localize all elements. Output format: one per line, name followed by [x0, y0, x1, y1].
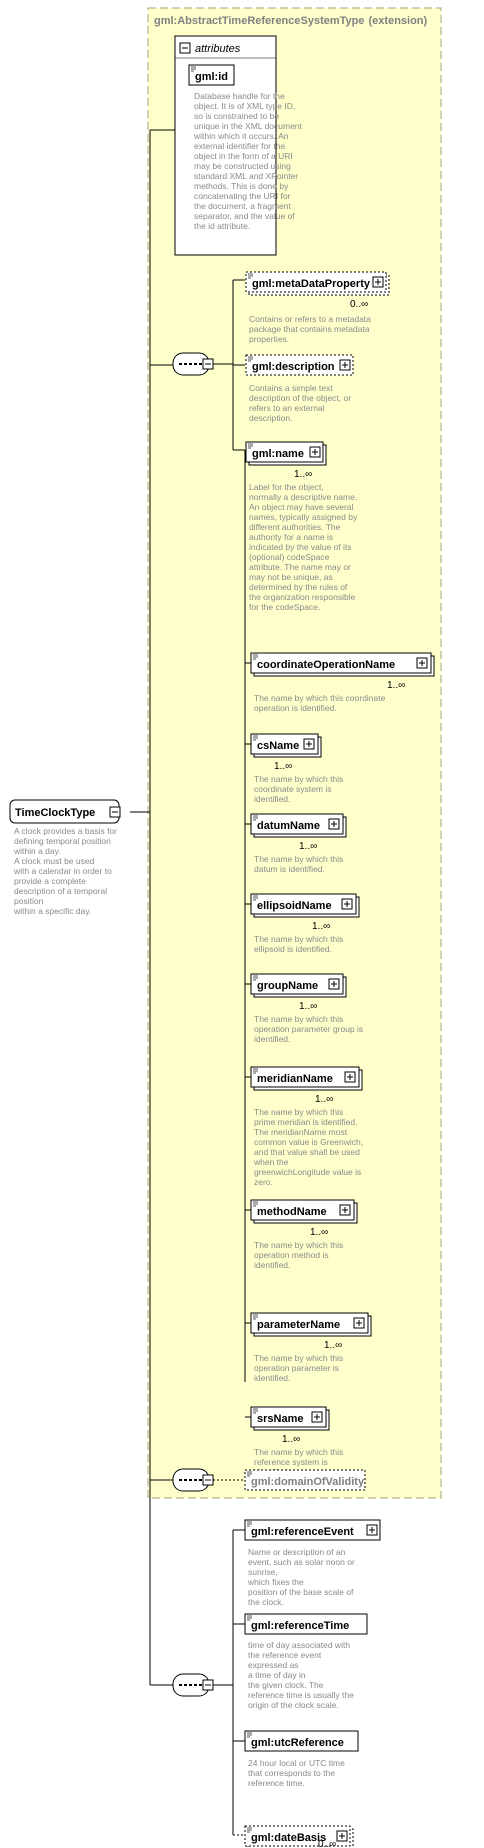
element-coordinateoperationname-name: coordinateOperationName: [257, 659, 396, 671]
doc-line: separator, and the value of: [194, 211, 295, 221]
doc-line: within a day.: [14, 846, 61, 856]
doc-line: An object may have several: [249, 502, 354, 512]
occurrence-label: 1..∞: [274, 761, 293, 772]
doc-line: origin of the clock scale.: [248, 1700, 339, 1710]
doc-line: greenwichLongitude value is: [254, 1167, 362, 1177]
doc-line: The name by which this coordinate: [254, 693, 386, 703]
doc-line: The name by which this: [254, 934, 344, 944]
doc-line: sunrise,: [248, 1567, 278, 1577]
doc-line: for the codeSpace.: [249, 602, 321, 612]
element-meridianname-doc: [253, 1107, 363, 1187]
doc-line: identified.: [254, 1373, 291, 1383]
doc-line: may not be unique, as: [249, 572, 333, 582]
element-ellipsoidname-doc: [254, 934, 343, 954]
doc-line: The name by which this: [254, 1240, 344, 1250]
doc-line: The name by which this: [254, 1107, 344, 1117]
doc-line: defining temporal position: [14, 836, 111, 846]
doc-line: with a calendar in order to: [14, 866, 112, 876]
doc-line: operation is identified.: [254, 703, 337, 713]
doc-line: operation method is: [254, 1250, 329, 1260]
doc-line: identified.: [254, 794, 291, 804]
expand-icon[interactable]: [329, 979, 339, 989]
element-referencetime-doc: [248, 1640, 354, 1710]
root-element-doc: [13, 826, 117, 916]
occurrence-label: 0..∞: [318, 1839, 337, 1848]
doc-line: the id attribute.: [194, 221, 251, 231]
element-gml-name-doc: [249, 482, 358, 612]
doc-line: The name by which this: [254, 854, 344, 864]
element-ellipsoidname-name: ellipsoidName: [257, 900, 332, 912]
doc-line: normally a descriptive name.: [249, 492, 358, 502]
attribute-gml-id-name: gml:id: [195, 71, 228, 83]
doc-line: datum is identified.: [254, 864, 325, 874]
element-csname-name: csName: [257, 740, 300, 752]
doc-line: when the: [254, 1157, 289, 1167]
occurrence-label: 1..∞: [299, 1001, 318, 1012]
doc-line: external identifier for the: [194, 141, 286, 151]
doc-line: may be constructed using: [194, 161, 291, 171]
element-referenceevent-doc: [247, 1547, 355, 1607]
element-referencetime-name: gml:referenceTime: [251, 1620, 350, 1632]
expand-icon[interactable]: [417, 658, 427, 668]
element-referenceevent-name: gml:referenceEvent: [251, 1526, 354, 1538]
sequence-2-collapse-icon[interactable]: [203, 1475, 213, 1485]
element-domainofvalidity-name: gml:domainOfValidity: [251, 1476, 365, 1488]
element-parametername-name: parameterName: [257, 1319, 341, 1331]
doc-line: different authorities. The: [249, 522, 341, 532]
element-datumname-name: datumName: [257, 820, 320, 832]
doc-line: The name by which this: [254, 1353, 344, 1363]
doc-line: A clock must be used: [14, 856, 95, 866]
doc-line: ellipsoid is identified.: [254, 944, 332, 954]
sequence-3-collapse-icon[interactable]: [203, 1680, 213, 1690]
doc-line: time of day associated with: [248, 1640, 351, 1650]
doc-line: description of a temporal: [14, 886, 108, 896]
doc-line: indicated by the value of its: [249, 542, 352, 552]
expand-icon[interactable]: [312, 1412, 322, 1422]
doc-line: Name or description of an: [248, 1547, 346, 1557]
element-description-name: gml:description: [252, 361, 335, 373]
doc-line: refers to an external: [249, 403, 325, 413]
doc-line: the given clock. The: [248, 1680, 324, 1690]
root-element-name: TimeClockType: [15, 807, 96, 819]
doc-line: event, such as solar noon or: [248, 1557, 355, 1567]
doc-line: The name by which this: [254, 1014, 344, 1024]
doc-line: attribute. The name may or: [249, 562, 351, 572]
doc-line: names, typically assigned by: [249, 512, 358, 522]
doc-line: The name by which this: [254, 1447, 344, 1457]
expand-icon[interactable]: [337, 1831, 347, 1841]
attributes-header: attributes: [195, 43, 241, 55]
element-groupname-name: groupName: [257, 980, 319, 992]
doc-line: that corresponds to the: [248, 1768, 335, 1778]
doc-line: A clock provides a basis for: [14, 826, 117, 836]
expand-icon[interactable]: [340, 360, 350, 370]
occurrence-label: 1..∞: [324, 1340, 343, 1351]
attributes-collapse-icon[interactable]: [180, 43, 190, 53]
doc-line: within which it occurs. An: [194, 131, 289, 141]
doc-line: operation parameter is: [254, 1363, 340, 1373]
doc-line: position of the base scale of: [248, 1587, 354, 1597]
doc-line: 24 hour local or UTC time: [248, 1758, 345, 1768]
element-meridianname-name: meridianName: [257, 1073, 333, 1085]
element-datebasis-name: gml:dateBasis: [251, 1832, 327, 1844]
doc-line: operation parameter group is: [254, 1024, 364, 1034]
element-utcreference-doc: [248, 1758, 345, 1788]
expand-icon[interactable]: [342, 899, 352, 909]
doc-line: Label for the object,: [249, 482, 324, 492]
doc-line: provide a complete: [14, 876, 86, 886]
sequence-1-collapse-icon[interactable]: [203, 359, 213, 369]
occurrence-label: 1..∞: [310, 1227, 329, 1238]
doc-line: a time of day in: [248, 1670, 306, 1680]
doc-line: object in the form of a URI: [194, 151, 293, 161]
root-collapse-icon[interactable]: [110, 807, 120, 817]
doc-line: object. It is of XML type ID,: [194, 101, 296, 111]
occurrence-label: 1..∞: [294, 469, 313, 480]
doc-line: methods. This is done by: [194, 181, 289, 191]
expand-icon[interactable]: [367, 1525, 377, 1535]
doc-line: the organization responsible: [249, 592, 356, 602]
expand-icon[interactable]: [304, 739, 314, 749]
occurrence-label: 0..∞: [350, 299, 369, 310]
doc-line: The name by which this: [254, 774, 344, 784]
expand-icon[interactable]: [345, 1072, 355, 1082]
doc-line: expressed as: [248, 1660, 299, 1670]
occurrence-label: 1..∞: [312, 921, 331, 932]
doc-line: reference time is usually the: [248, 1690, 354, 1700]
doc-line: Database handle for the: [194, 91, 285, 101]
doc-line: properties.: [249, 334, 290, 344]
doc-line: position: [14, 896, 44, 906]
element-metadataproperty-name: gml:metaDataProperty: [252, 278, 370, 290]
doc-line: package that contains metadata: [249, 324, 370, 334]
expand-icon[interactable]: [310, 447, 320, 457]
doc-line: and that value shall be used: [254, 1147, 360, 1157]
expand-icon[interactable]: [340, 1205, 350, 1215]
doc-line: reference system is: [254, 1457, 328, 1467]
element-methodname-name: methodName: [257, 1206, 327, 1218]
doc-line: concatenating the URI for: [194, 191, 291, 201]
expand-icon[interactable]: [354, 1318, 364, 1328]
element-srsname-name: srsName: [257, 1413, 304, 1425]
doc-line: which fixes the: [248, 1577, 304, 1587]
doc-line: reference time.: [248, 1778, 305, 1788]
extension-title: gml:AbstractTimeReferenceSystemType (extension): [154, 15, 428, 27]
doc-line: the clock.: [248, 1597, 284, 1607]
doc-line: identified.: [254, 1260, 291, 1270]
doc-line: unique in the XML document: [194, 121, 302, 131]
doc-line: Contains or refers to a metadata: [249, 314, 371, 324]
doc-line: coordinate system is: [254, 784, 332, 794]
element-utcreference-name: gml:utcReference: [251, 1737, 344, 1749]
occurrence-label: 1..∞: [282, 1434, 301, 1445]
doc-line: (optional) codeSpace: [249, 552, 330, 562]
doc-line: standard XML and XPointer: [194, 171, 299, 181]
doc-line: description.: [249, 413, 293, 423]
doc-line: so is constrained to be: [194, 111, 280, 121]
doc-line: description of the object, or: [249, 393, 352, 403]
doc-line: prime meridian is identified.: [254, 1117, 358, 1127]
doc-line: the document, a fragment: [194, 201, 291, 211]
occurrence-label: 1..∞: [299, 841, 318, 852]
doc-line: Contains a simple text: [249, 383, 333, 393]
expand-icon[interactable]: [373, 277, 383, 287]
element-gml-name-name: gml:name: [252, 448, 304, 460]
doc-line: The meridianName most: [254, 1127, 348, 1137]
doc-line: identified.: [254, 1034, 291, 1044]
occurrence-label: 1..∞: [315, 1094, 334, 1105]
doc-line: within a specific day.: [14, 906, 92, 916]
expand-icon[interactable]: [329, 819, 339, 829]
doc-line: zero.: [254, 1177, 273, 1187]
occurrence-label: 1..∞: [387, 680, 406, 691]
doc-line: common value is Greenwich,: [254, 1137, 364, 1147]
doc-line: the reference event: [248, 1650, 322, 1660]
doc-line: authority for a name is: [249, 532, 334, 542]
doc-line: determined by the rules of: [249, 582, 348, 592]
